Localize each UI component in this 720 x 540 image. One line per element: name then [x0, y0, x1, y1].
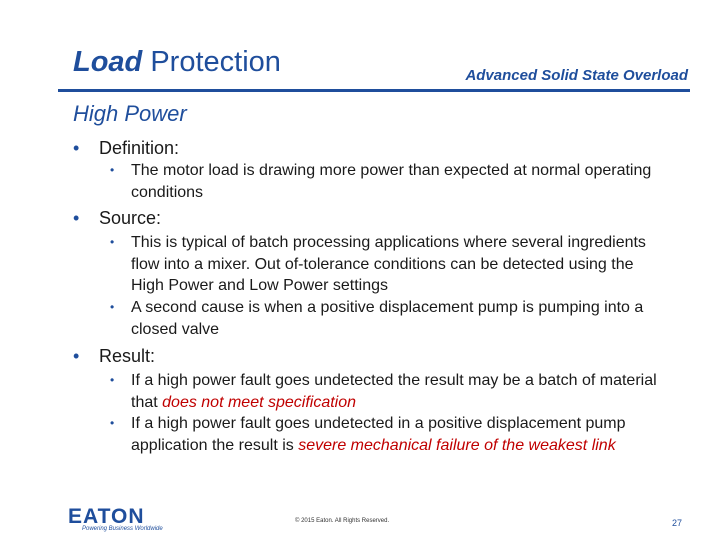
sub-bullet: [110, 297, 670, 340]
eaton-logo: [68, 505, 163, 532]
sub-bullet-text-highlight: does not meet specification: [162, 393, 357, 411]
bullet-label: Source:: [99, 208, 162, 228]
slide-title-rest: Protection: [150, 46, 281, 78]
bullet-label: Definition:: [99, 138, 180, 158]
sub-bullet-text-highlight: severe mechanical failure of the weakest link: [298, 436, 616, 454]
sub-bullet-dot-icon: •: [110, 373, 115, 387]
bullet-source: [73, 208, 161, 229]
bullet-dot-icon: •: [73, 138, 80, 158]
sub-bullet-text: [131, 370, 670, 413]
page-number: 27: [671, 518, 682, 528]
bullet-definition: [73, 138, 179, 159]
slide-title: [73, 46, 281, 79]
slide-subtitle: Advanced Solid State Overload: [465, 67, 688, 84]
sub-bullet-text: This is typical of batch processing applications where several ingredients flow into a mixer. Out of-tolerance conditions can be detected using the High Power and Low Power settings: [131, 234, 646, 294]
logo-tagline: Powering Business Worldwide: [82, 526, 163, 532]
sub-bullet: [110, 413, 670, 456]
copyright-notice: © 2015 Eaton. All Rights Reserved.: [295, 518, 390, 524]
sub-bullet-text: A second cause is when a positive displacement pump is pumping into a closed valve: [131, 299, 644, 338]
title-divider: [58, 89, 690, 92]
bullet-label: Result:: [99, 346, 156, 366]
logo-text: EATON: [68, 505, 145, 528]
section-title: High Power: [73, 101, 187, 126]
sub-bullet-text-plain: If a high power fault goes undetected the result may be a batch of material that: [131, 372, 657, 411]
sub-bullet-dot-icon: •: [110, 235, 115, 249]
sub-bullet-text: The motor load is drawing more power than expected at normal operating conditions: [131, 162, 652, 201]
sub-bullet-text: [131, 413, 670, 456]
sub-bullet: [110, 160, 670, 203]
bullet-dot-icon: •: [73, 208, 80, 228]
sub-bullet-text-plain: If a high power fault goes undetected in a positive displacement pump application the result is: [131, 415, 626, 454]
sub-bullet-dot-icon: •: [110, 300, 115, 314]
bullet-result: [73, 346, 155, 367]
sub-bullet: [110, 232, 670, 297]
sub-bullet-dot-icon: •: [110, 416, 115, 430]
slide-title-emphasis: Load: [73, 46, 143, 78]
sub-bullet: [110, 370, 670, 413]
sub-bullet-dot-icon: •: [110, 163, 115, 177]
bullet-dot-icon: •: [73, 346, 80, 366]
